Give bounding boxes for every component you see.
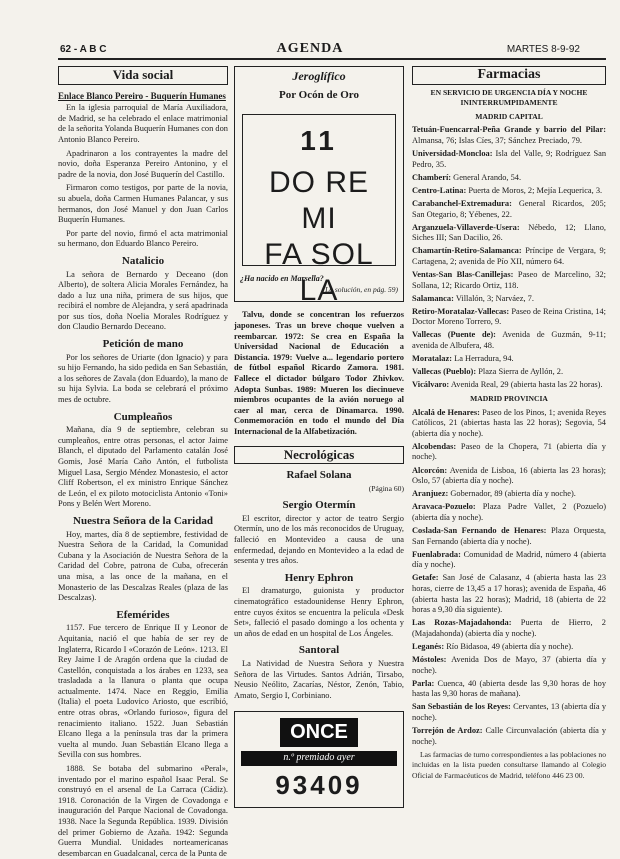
pharmacy-addresses: Avenida de Guzmán, 9-11; avenida de Albufera, 48. bbox=[412, 330, 606, 351]
peticion-para: Por los señores de Uriarte (don Ignacio) y para su hijo Fernando, ha sido pedida en San Sebastián, a los señores de Zavala (don Eduardo), la mano de su hija Sylvia. La boda se celebrará el próximo mes de octubre. bbox=[58, 352, 228, 405]
pharmacy-district: Parla: bbox=[412, 678, 435, 688]
puzzle-line-1: DO RE MI bbox=[268, 166, 369, 236]
santoral-heading: Santoral bbox=[298, 644, 340, 657]
pharmacy-addresses: Paseo de Marcelino, 32; Sollana, 12; Ricardo Ortiz, 118. bbox=[412, 270, 607, 290]
pharmacy-district: Tetuán-Fuencarral-Peña Grande y barrio del Pilar: bbox=[412, 125, 606, 135]
pharmacy-entry bbox=[412, 489, 606, 500]
pharmacy-addresses: Plaza Sierra de Ayllón, 2. bbox=[478, 367, 564, 377]
puzzle-number: 11 bbox=[300, 125, 338, 157]
pharmacy-entry bbox=[412, 502, 606, 523]
farmacias-note: Las farmacias de turno correspondientes a las poblaciones no incluidas en la lista pueden consultarse llamando al Colegio Oficial de Farmacéuticos de Madrid, teléfono 446 23 00. bbox=[412, 749, 606, 780]
efemerides-para: 1157. Fue tercero de Enrique II y Leonor de Aquitania, nació el que había de ser rey de Inglaterra, Ricardo I «Corazón de León». 1213. El Rey Jaime I de Aragón ordena que la ciudad de Castellón, conquistada a los árabes en 1233, sea trasladada a la llanura o planta que ocupa actualmente. 1474. Nace en Reggio, Emilia (Italia) el poeta Ludovico Ariosto, que escribió, entre otras obras, «Orlando furioso», figura del renacimiento italiano. 1522. Juan Sebastián Elcano llega a la península tras dar la primera vuelta al mundo. Juan Sebastián Elcano llega a Sevilla con sus hombres. bbox=[58, 623, 228, 760]
once-logo: ONCE bbox=[280, 718, 358, 747]
pharmacy-addresses: Isla del Valle, 9; Rodríguez San Pedro, 35. bbox=[412, 149, 607, 169]
pharmacy-addresses: La Herradura, 94. bbox=[454, 354, 514, 364]
pharmacy-entry bbox=[412, 573, 606, 615]
jeroglifico-box bbox=[234, 66, 404, 308]
pharmacy-entry bbox=[412, 307, 606, 328]
pharmacy-addresses: Avenida de Lisboa, 16 (abierta las 23 horas); Oslo, 57 (abierta día y noche). bbox=[412, 465, 606, 486]
pharmacy-district: Aranjuez: bbox=[412, 489, 449, 499]
pharmacy-entry bbox=[412, 526, 606, 547]
pharmacy-district: Alcalá de Henares: bbox=[412, 407, 480, 417]
pharmacy-addresses: Gobernador, 89 (abierta día y noche). bbox=[450, 489, 576, 499]
pharmacy-addresses: General Arando, 54. bbox=[453, 172, 522, 182]
henry-heading: Henry Ephron bbox=[284, 571, 354, 584]
vida-social-title: Vida social bbox=[58, 66, 228, 85]
pharmacy-entry bbox=[412, 246, 606, 267]
madrid-capital-heading: MADRID CAPITAL bbox=[475, 111, 543, 121]
sergio-heading: Sergio Otermín bbox=[282, 499, 356, 512]
pharmacy-entry bbox=[412, 125, 606, 146]
pharmacy-entry bbox=[412, 330, 606, 351]
pharmacy-entry bbox=[412, 270, 606, 291]
pharmacy-entry bbox=[412, 679, 606, 700]
necrologicas-title: Necrológicas bbox=[234, 446, 404, 465]
pharmacy-entry bbox=[412, 380, 606, 391]
pharmacy-entry bbox=[412, 655, 606, 676]
efemerides-heading: Efemérides bbox=[116, 608, 170, 621]
henry-para: El dramaturgo, guionista y productor cinematográfico estadounidense Henry Ephron, entre cuyos éxitos se encuentra la película «Desk Set», falleció el pasado domingo a los ochenta y un años de edad en un hospital de Los Ángeles. bbox=[234, 586, 404, 638]
pharmacy-district: Arganzuela-Villaverde-Usera: bbox=[412, 222, 520, 232]
puzzle-question: ¿Ha nacido en Marsella? bbox=[240, 274, 324, 284]
provincia-list bbox=[412, 408, 606, 748]
pharmacy-district: Chamberí: bbox=[412, 172, 452, 182]
pharmacy-addresses: General Ricardos, 205; San Otegario, 8; Yébenes, 22. bbox=[412, 198, 606, 219]
pharmacy-entry bbox=[412, 173, 606, 184]
pharmacy-entry bbox=[412, 186, 606, 197]
pharmacy-district: Moratalaz: bbox=[412, 354, 452, 364]
pharmacy-district: Ventas-San Blas-Canillejas: bbox=[412, 270, 514, 279]
pharmacy-district: Leganés: bbox=[412, 641, 445, 651]
rafael-heading: Rafael Solana bbox=[286, 469, 352, 482]
jeroglifico-title: Jeroglífico bbox=[292, 69, 346, 83]
column-farmacias bbox=[412, 66, 606, 836]
rafael-ref: (Página 60) bbox=[368, 483, 404, 493]
madrid-provincia-heading: MADRID PROVINCIA bbox=[470, 393, 548, 403]
pharmacy-entry bbox=[412, 408, 606, 440]
natalicio-para: La señora de Bernardo y Deceano (don Alberto), de soltera Alicia Morales Fernández, ha dado a luz una niña, primera de sus hijos, que recibirá el nombre de Alejandra, y será apadrinada por sus tíos, doña Noelia Morales Rodríguez y don Claudio Bernardo Deceano. bbox=[58, 269, 228, 332]
pharmacy-entry bbox=[412, 618, 606, 639]
enlace-para: En la iglesia parroquial de María Auxiliadora, de Madrid, se ha celebrado el enlace matrimonial de la señorita Yolanda Buquerín Humanes con don Antonio Blanco Pereiro. bbox=[58, 103, 228, 144]
santoral-para: La Natividad de Nuestra Señora y Nuestra Señora de las Virtudes. Santos Adrián, Tirsabo, Neusio Neólito, Zacarías, Néstor, Zenón, Tabio, Amato, Sergio I, Corbiniano. bbox=[234, 659, 404, 700]
pharmacy-addresses: Plaza Padre Vallet, 2 (Pozuelo) (abierta día y noche). bbox=[412, 502, 606, 522]
pharmacy-entry bbox=[412, 199, 606, 220]
pharmacy-entry bbox=[412, 223, 606, 244]
pharmacy-district: Aravaca-Pozuelo: bbox=[412, 502, 476, 512]
pharmacy-district: Vicálvaro: bbox=[412, 380, 450, 390]
issue-date: MARTES 8-9-92 bbox=[506, 44, 580, 55]
pharmacy-entry bbox=[412, 642, 606, 653]
pharmacy-entry bbox=[412, 550, 606, 571]
pharmacy-entry bbox=[412, 354, 606, 365]
efemerides-continued: Talvu, donde se concentran los refuerzos japoneses. Tras un breve choque vuelven a reembarcar. 1972: Se crea en España la Universidad Nacional de Educación a Distancia. 1979: Vuelve a... legendario portero de fútbol español Ricardo Zamora. 1981. Fallece el dictador búlgaro Todor Zhivkov. Adopta Sunbas. 1989: Mueren los diecinueve miembros ocupantes de la avión noruego al caer al mar, cerca de Dinamarca. 1990. Conmemoración en todo el mundo del Día Internacional de la Alfabetización. bbox=[234, 310, 404, 436]
pharmacy-district: Retiro-Moratalaz-Vallecas: bbox=[412, 306, 510, 316]
farmacias-subtitle: EN SERVICIO DE URGENCIA DÍA Y NOCHE ININTERRUMPIDAMENTE bbox=[430, 87, 588, 108]
pharmacy-addresses: Villalón, 3; Narváez, 7. bbox=[455, 293, 534, 303]
enlace-heading: Enlace Blanco Pereiro - Buquerín Humanes bbox=[58, 90, 226, 101]
pharmacy-district: Vallecas (Pueblo): bbox=[412, 367, 477, 377]
pharmacy-district: Vallecas (Puente de): bbox=[412, 330, 496, 340]
capital-list bbox=[412, 125, 606, 391]
enlace-para: Por parte del novio, firmó el acta matrimonial su hermano, don Eduardo Blanco Pereiro. bbox=[58, 228, 228, 249]
enlace-para: Apadrinaron a los contrayentes la madre del novio, doña Esperanza Pereiro Antonino, y el padre de la novia, don José Buquerín del Castillo. bbox=[58, 148, 228, 179]
puzzle-line-2: FA SOL LA bbox=[264, 238, 374, 308]
page-number: 62 - A B C bbox=[60, 44, 107, 55]
pharmacy-district: Salamanca: bbox=[412, 293, 454, 303]
pharmacy-district: Alcorcón: bbox=[412, 465, 448, 475]
pharmacy-addresses: Paseo de la Chopera, 71 (abierta día y noche). bbox=[412, 441, 606, 462]
pharmacy-addresses: Cuenca, 40 (abierta desde las 9,30 horas de hoy hasta las 9,30 horas de mañana). bbox=[412, 678, 607, 699]
pharmacy-entry bbox=[412, 466, 606, 487]
pharmacy-district: San Sebastián de los Reyes: bbox=[412, 702, 511, 712]
pharmacy-district: Carabanchel-Extremadura: bbox=[412, 198, 512, 208]
pharmacy-addresses: Cervantes, 13 (abierta día y noche). bbox=[412, 702, 607, 722]
pharmacy-district: Coslada-San Fernando de Henares: bbox=[412, 525, 547, 535]
natalicio-heading: Natalicio bbox=[121, 254, 165, 267]
pharmacy-addresses: Calle Circunvalación (abierta día y noche). bbox=[412, 726, 607, 746]
pharmacy-entry bbox=[412, 702, 606, 723]
pharmacy-addresses: Avenida Dos de Mayo, 37 (abierta día y noche). bbox=[412, 655, 606, 675]
farmacias-title: Farmacias bbox=[412, 66, 606, 85]
pharmacy-entry bbox=[412, 726, 606, 747]
caridad-heading: Nuestra Señora de la Caridad bbox=[73, 514, 213, 527]
pharmacy-district: Fuenlabrada: bbox=[412, 549, 461, 559]
efemerides-para: 1888. Se botaba del submarino «Peral», inventado por el marino español Isaac Peral. Se construyó en el arsenal de La Carraca (Cádiz). 1918. Coronación de la Virgen de Covadonga e inauguración del Parque Nacional de Covadonga. 1938. Nace la Segunda República. 1939. División del primer Gobierno de Azaña. 1942: Segunda Guerra Mundial. Unidades norteamericanas desembarcan en Guadalcanal, cerca de la Punta de bbox=[58, 764, 228, 858]
jeroglifico-author: Por Ocón de Oro bbox=[279, 88, 359, 101]
pharmacy-addresses: Nébedo, 12; Llano, Siches III; San Dacilio, 26. bbox=[412, 222, 606, 243]
column-vida-social bbox=[58, 66, 228, 858]
pharmacy-entry bbox=[412, 442, 606, 463]
pharmacy-district: Las Rozas-Majadahonda: bbox=[412, 618, 512, 628]
once-tagline: n.º premiado ayer bbox=[241, 751, 397, 766]
pharmacy-addresses: Puerta de Hierro, 2 (Majadahonda) (abierta día y noche). bbox=[412, 618, 606, 638]
pharmacy-addresses: Príncipe de Vergara, 9; Cartagena, 2; avenida de Pío XII, número 64. bbox=[412, 246, 607, 266]
sergio-para: El escritor, director y actor de teatro Sergio Otermín, uno de los más reconocidos de Uruguay, falleció en Montevideo a causa de una enfermedad, dejando en Montevideo a la edad de sesenta y tres años. bbox=[234, 513, 404, 566]
page-header bbox=[0, 0, 620, 58]
pharmacy-addresses: Comunidad de Madrid, número 4 (abierta día y noche). bbox=[412, 549, 607, 570]
enlace-para: Firmaron como testigos, por parte de la novia, su abuela, doña Carmen Humanes Palancar, y sus hermanos, don José Manuel y don Juan Carlos Buquerín Humanes. bbox=[58, 183, 228, 225]
pharmacy-addresses: San José de Calasanz, 4 (abierta hasta las 23 horas, cierre de 13,45 a 17 horas); avenida de España, 46 (abierta hasta las 22 horas); Madrid, 18 (abierta de 22 horas a 9,30 día siguiente). bbox=[412, 573, 607, 615]
pharmacy-addresses: Almansa, 76; Islas Cíes, 37; Sánchez Preciado, 79. bbox=[412, 135, 583, 145]
header-rule bbox=[58, 58, 606, 60]
pharmacy-district: Móstoles: bbox=[412, 655, 447, 664]
puzzle-solution-ref: (La solución, en pág. 59) bbox=[322, 284, 398, 294]
caridad-para: Hoy, martes, día 8 de septiembre, festividad de Nuestra Señora de la Caridad, la Comunidad Cubana y la Asociación de Nuestra Señora de la Caridad del Cobre, patrona de Cuba, ofrecerán una misa, a las once de la mañana, en el Monasterio de las Descalzas Reales (plaza de las Descalzas). bbox=[58, 529, 228, 603]
cumpleanos-heading: Cumpleaños bbox=[113, 410, 173, 423]
pharmacy-addresses: Avenida Real, 29 (abierta hasta las 22 horas). bbox=[450, 380, 603, 390]
pharmacy-addresses: Paseo de Reina Cristina, 14; Doctor Moreno Torrero, 9. bbox=[412, 306, 607, 327]
pharmacy-district: Universidad-Moncloa: bbox=[412, 149, 493, 159]
pharmacy-district: Getafe: bbox=[412, 573, 439, 583]
column-center bbox=[234, 66, 404, 836]
pharmacy-entry bbox=[412, 149, 606, 170]
pharmacy-entry bbox=[412, 367, 606, 378]
peticion-heading: Petición de mano bbox=[102, 338, 184, 351]
once-lottery-box bbox=[234, 711, 404, 808]
pharmacy-addresses: Plaza Orquesta, San Fernando (abierta día y noche). bbox=[412, 525, 607, 546]
pharmacy-district: Chamartín-Retiro-Salamanca: bbox=[412, 246, 522, 256]
pharmacy-district: Centro-Latina: bbox=[412, 185, 467, 195]
pharmacy-addresses: Río Bidasoa, 49 (abierta día y noche). bbox=[446, 641, 574, 651]
once-winning-number: 93409 bbox=[275, 769, 363, 800]
pharmacy-district: Alcobendas: bbox=[412, 441, 457, 451]
section-title: AGENDA bbox=[276, 41, 344, 56]
cumpleanos-para: Mañana, día 9 de septiembre, celebran su cumpleaños, entre otras personas, el actor Jaime Blanch, el diputado del Parlamento catalán José Gomis, José María Caño Antón, el futbolista Miguel Lasa, Sergio Méndez Monastesio, el actor Cliff Robertson, el ex ministro Enrique Sánchez de León, el ex piloto motociclista Antonio «Toni» Pons y Belén Wert Moreno. bbox=[58, 425, 228, 509]
pharmacy-district: Torrejón de Ardoz: bbox=[412, 726, 483, 736]
pharmacy-addresses: Paseo de los Pinos, 1; avenida Reyes Católicos, 21 (abiertas hasta las 22 horas); Segovia, 54 (abierta día y noche). bbox=[412, 407, 607, 438]
pharmacy-addresses: Puerta de Moros, 2; Mejía Lequerica, 3. bbox=[468, 185, 603, 195]
pharmacy-entry bbox=[412, 294, 606, 305]
